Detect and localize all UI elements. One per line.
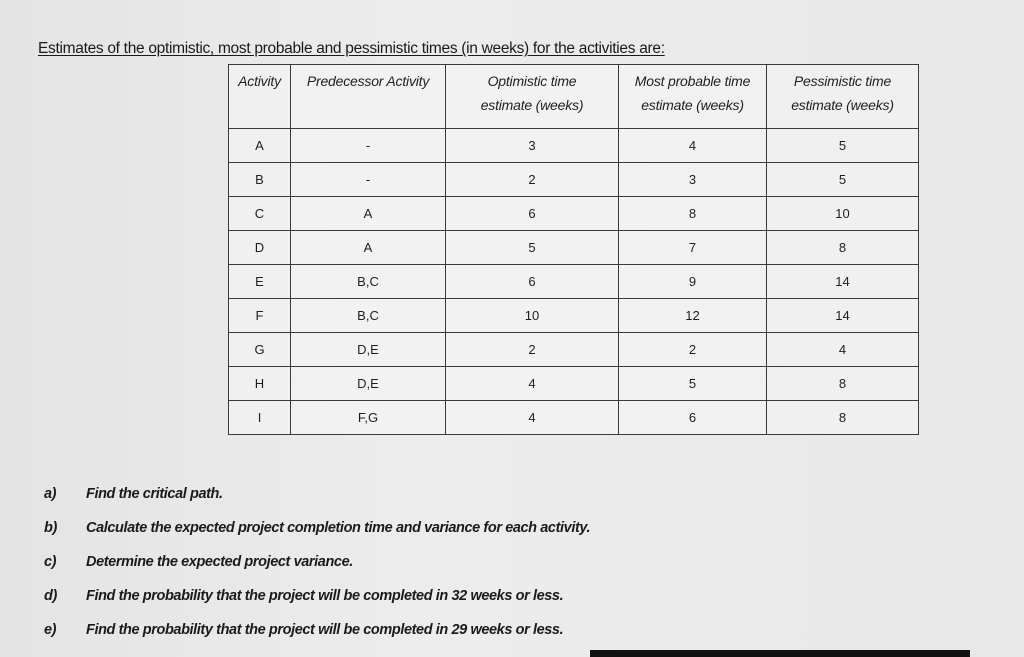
cell-pessimistic: 5: [767, 163, 919, 197]
cell-pessimistic: 5: [767, 129, 919, 163]
cell-activity: H: [229, 367, 291, 401]
cell-predecessor: -: [291, 163, 446, 197]
cell-predecessor: A: [291, 231, 446, 265]
question-text: Determine the expected project variance.: [86, 554, 353, 570]
question-text: Find the critical path.: [86, 486, 223, 502]
cell-pessimistic: 14: [767, 265, 919, 299]
header-pessimistic: Pessimistic time estimate (weeks): [767, 65, 919, 129]
cell-predecessor: -: [291, 129, 446, 163]
question-letter: c): [44, 554, 57, 570]
question-letter: a): [44, 486, 57, 502]
cell-most-probable: 8: [619, 197, 767, 231]
cell-activity: A: [229, 129, 291, 163]
cell-optimistic: 2: [446, 163, 619, 197]
cell-optimistic: 6: [446, 265, 619, 299]
cell-predecessor: A: [291, 197, 446, 231]
question-text: Find the probability that the project will be completed in 32 weeks or less.: [86, 588, 564, 604]
cell-activity: D: [229, 231, 291, 265]
table-row: [229, 197, 919, 231]
cell-pessimistic: 10: [767, 197, 919, 231]
cell-predecessor: D,E: [291, 333, 446, 367]
heading: Estimates of the optimistic, most probable and pessimistic times (in weeks) for the activities are:: [38, 40, 665, 57]
cell-pessimistic: 4: [767, 333, 919, 367]
table-row: [229, 401, 919, 435]
table-row: [229, 129, 919, 163]
bottom-edge-bar: [590, 650, 970, 657]
cell-optimistic: 2: [446, 333, 619, 367]
table-row: [229, 367, 919, 401]
table-row: [229, 333, 919, 367]
cell-pessimistic: 8: [767, 231, 919, 265]
cell-most-probable: 7: [619, 231, 767, 265]
cell-activity: G: [229, 333, 291, 367]
cell-predecessor: F,G: [291, 401, 446, 435]
cell-most-probable: 9: [619, 265, 767, 299]
cell-most-probable: 5: [619, 367, 767, 401]
cell-activity: F: [229, 299, 291, 333]
table-header-row: [229, 65, 919, 129]
cell-pessimistic: 14: [767, 299, 919, 333]
cell-most-probable: 3: [619, 163, 767, 197]
cell-predecessor: D,E: [291, 367, 446, 401]
cell-predecessor: B,C: [291, 265, 446, 299]
cell-activity: B: [229, 163, 291, 197]
table-row: [229, 231, 919, 265]
cell-optimistic: 6: [446, 197, 619, 231]
cell-activity: E: [229, 265, 291, 299]
question-text: Calculate the expected project completion time and variance for each activity.: [86, 520, 591, 536]
table-row: [229, 299, 919, 333]
cell-optimistic: 10: [446, 299, 619, 333]
header-predecessor: Predecessor Activity: [291, 65, 446, 129]
question-letter: b): [44, 520, 57, 536]
cell-optimistic: 3: [446, 129, 619, 163]
cell-optimistic: 4: [446, 401, 619, 435]
header-activity: Activity: [229, 65, 291, 129]
cell-activity: I: [229, 401, 291, 435]
cell-predecessor: B,C: [291, 299, 446, 333]
table-row: [229, 163, 919, 197]
cell-most-probable: 6: [619, 401, 767, 435]
cell-pessimistic: 8: [767, 367, 919, 401]
cell-most-probable: 4: [619, 129, 767, 163]
estimates-table: [228, 64, 919, 435]
header-most-probable: Most probable time estimate (weeks): [619, 65, 767, 129]
cell-pessimistic: 8: [767, 401, 919, 435]
cell-most-probable: 12: [619, 299, 767, 333]
cell-most-probable: 2: [619, 333, 767, 367]
question-letter: e): [44, 622, 57, 638]
cell-optimistic: 4: [446, 367, 619, 401]
cell-activity: C: [229, 197, 291, 231]
cell-optimistic: 5: [446, 231, 619, 265]
table-row: [229, 265, 919, 299]
question-text: Find the probability that the project will be completed in 29 weeks or less.: [86, 622, 564, 638]
question-letter: d): [44, 588, 57, 604]
header-optimistic: Optimistic time estimate (weeks): [446, 65, 619, 129]
